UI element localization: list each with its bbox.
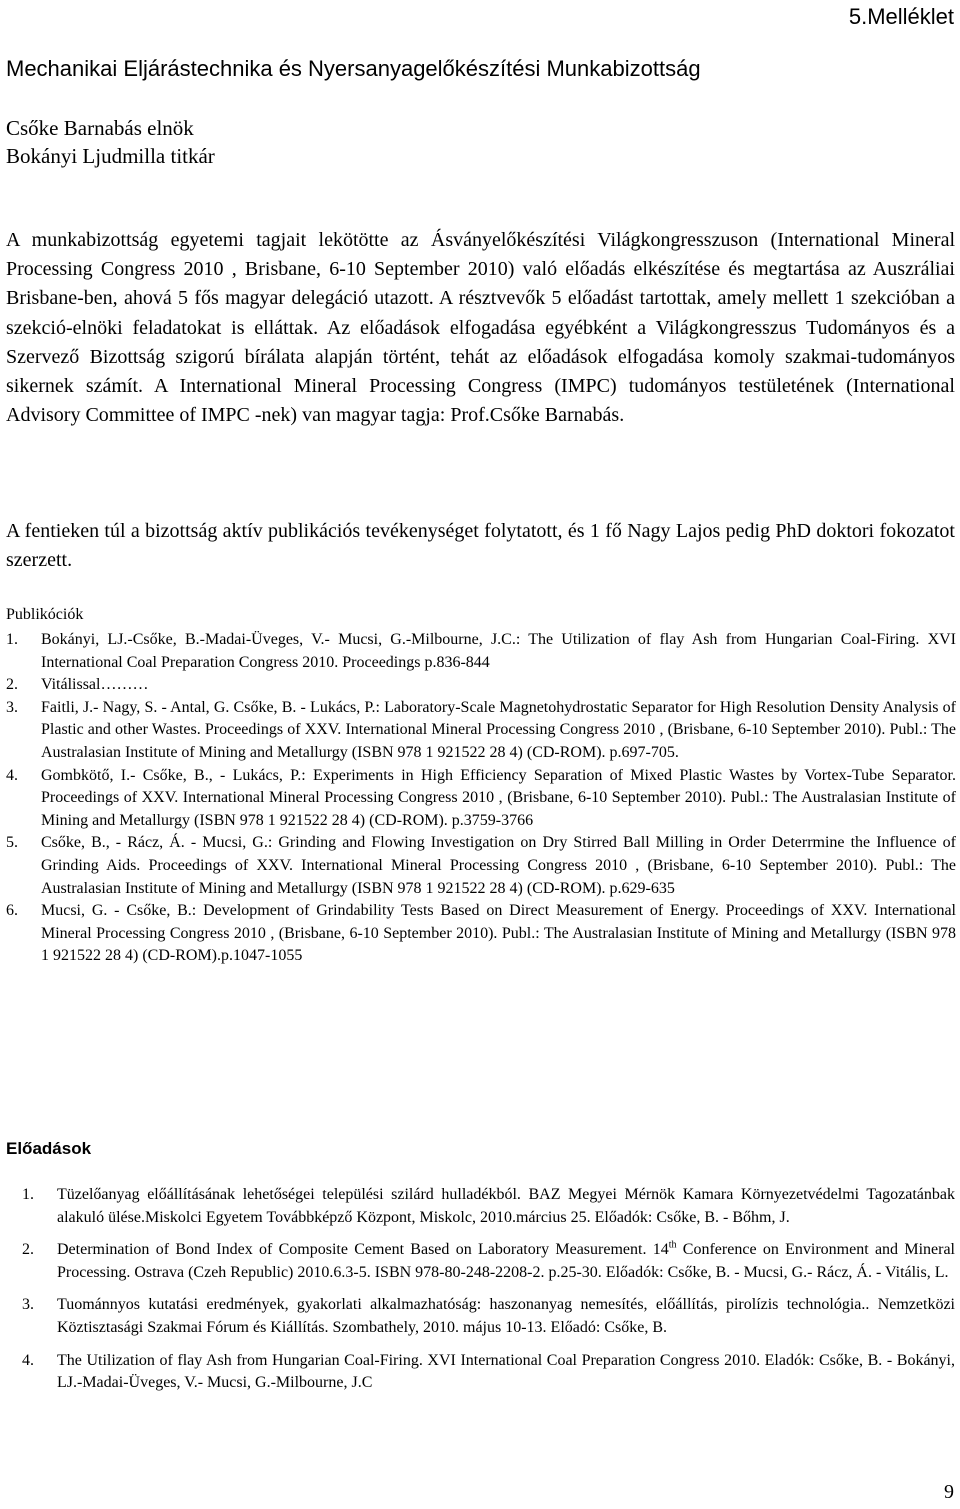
item-number: 1. <box>6 631 18 648</box>
talks-heading: Előadások <box>6 1139 92 1158</box>
item-text <box>57 1241 955 1281</box>
item-text: Csőke, B., - Rácz, Á. - Mucsi, G.: Grinding and Flowing Investigation on Dry Stirred Ball Milling in Order Deterrmine the Influence of Grinding Aids. Proceedings of XXV. International Mineral Processing Congress 2010 , (Brisbane, 6-10 September 2010). Publ.: The Australasian Institute of Mining and Metallurgy (ISBN 978 1 921522 28 4) (CD-ROM). p.629-635 <box>41 834 956 897</box>
list-item <box>22 1184 955 1229</box>
list-item <box>6 900 956 968</box>
item-number: 3. <box>22 1296 34 1314</box>
item-text-part: Conference on Environment and Mineral Processing. Ostrava (Czeh Republic) 2010.6.3-5. ISBN 978-80-248-2208-2. p.25-30. Előadók: Csőke, B. - Mucsi, G.- Rácz, Á. - Vitális, L. <box>57 1241 955 1281</box>
publications-heading: Publikóciók <box>6 606 84 623</box>
list-item <box>22 1350 955 1395</box>
annex-label: 5.Melléklet <box>848 4 954 29</box>
committee-title: Mechanikai Eljárástechnika és Nyersanyagelőkészítési Munkabizottság <box>6 56 701 81</box>
item-text: Tüzelőanyag előállításának lehetőségei települési szilárd hulladékból. BAZ Megyei Mérnök Kamara Környezetvédelmi Tagozatánbak alakuló ülése.Miskolci Egyetem Továbbképző Központ, Miskolc, 2010.március 25. Előadók: Csőke, B. - Bőhm, J. <box>57 1186 955 1226</box>
item-number: 2. <box>6 676 18 694</box>
officers <box>6 114 215 170</box>
item-number: 4. <box>22 1351 34 1369</box>
secretary-line: Bokányi Ljudmilla titkár <box>6 144 215 168</box>
page-number: 9 <box>944 1481 954 1503</box>
publications-list <box>6 629 956 968</box>
ordinal-suffix: th <box>668 1239 677 1251</box>
item-text: Bokányi, LJ.-Csőke, B.-Madai-Üveges, V.- Mucsi, G.-Milbourne, J.C.: The Utilization of flay Ash from Hungarian Coal-Firing. XVI International Coal Preparation Congress 2010. Proceedings p.836-844 <box>41 631 956 671</box>
chair-line: Csőke Barnabás elnök <box>6 116 194 140</box>
list-item <box>22 1239 955 1284</box>
item-number: 3. <box>6 698 18 716</box>
item-text: Gombkötő, I.- Csőke, B., - Lukács, P.: Experiments in High Efficiency Separation of Mixed Plastic Wastes by Vortex-Tube Separator. Proceedings of XXV. International Mineral Processing Congress 2010 , (Brisbane, 6-10 September 2010). Publ.: The Australasian Institute of Mining and Metallurgy (ISBN 978 1 921522 28 4) (CD-ROM). p.3759-3766 <box>41 766 956 829</box>
item-text: Tuománnyos kutatási eredmények, gyakorlati alkalmazhatóság: haszonanyag nemesítés, előállítás, pirolízis technológia.. Nemzetközi Köztisztasági Szakmai Fórum és Kiállítás. Szombathely, 2010. május 10-13. Előadó: Csőke, B. <box>57 1296 955 1336</box>
list-item <box>6 832 956 900</box>
item-number: 6. <box>6 902 18 920</box>
item-text: Vitálissal……… <box>41 676 149 694</box>
list-item <box>6 697 956 765</box>
item-number: 5. <box>6 834 18 852</box>
list-item <box>6 765 956 833</box>
item-text: The Utilization of flay Ash from Hungarian Coal-Firing. XVI International Coal Preparation Congress 2010. Eladók: Csőke, B. - Bokányi, LJ.-Madai-Üveges, V.- Mucsi, G.-Milbourne, J.C <box>57 1351 955 1392</box>
item-number: 2. <box>22 1241 34 1259</box>
talks-list <box>22 1184 955 1405</box>
list-item <box>22 1294 955 1339</box>
list-item <box>6 674 956 697</box>
list-item <box>6 629 956 674</box>
paragraph-activity: A fentieken túl a bizottság aktív publikációs tevékenységet folytatott, és 1 fő Nagy Lajos pedig PhD doktori fokozatot szerzett. <box>6 520 955 572</box>
item-text: Faitli, J.- Nagy, S. - Antal, G. Csőke, B. - Lukács, P.: Laboratory-Scale Magnetohydrostatic Separator for High Resolution Density Analysis of Plastic and other Wastes. Proceedings of XXV. International Mineral Processing Congress 2010 , (Brisbane, 6-10 September 2010). Publ.: The Australasian Institute of Mining and Metallurgy (ISBN 978 1 921522 28 4) (CD-ROM). p.697-705. <box>41 698 956 761</box>
item-number: 4. <box>6 766 18 784</box>
paragraph-congress: A munkabizottság egyetemi tagjait lekötötte az Ásványelőkészítési Világkongresszuson (International Mineral Processing Congress 2010 , Brisbane, 6-10 September 2010) való előadás elkészítése és megtartása az Auszráliai Brisbane-ben, ahová 5 fős magyar delegáció utazott. A résztvevők 5 előadást tartottak, amely mellett 1 szekcióban a szekció-elnöki feladatokat is elláttak. Az előadások elfogadása egyébként a Világkongresszus Tudományos és a Szervező Bizottság szigorú bírálata alapján történt, tehát az előadások elfogadása komoly szakmai-tudományos sikernek számít. A International Mineral Processing Congress (IMPC) tudományos testületének (International Advisory Committee of IMPC -nek) van magyar tagja: Prof.Csőke Barnabás. <box>6 229 955 427</box>
item-text: Mucsi, G. - Csőke, B.: Development of Grindability Tests Based on Direct Measurement of Energy. Proceedings of XXV. International Mineral Processing Congress 2010 , (Brisbane, 6-10 September 2010). Publ.: The Australasian Institute of Mining and Metallurgy (ISBN 978 1 921522 28 4) (CD-ROM).p.1047-1055 <box>41 902 956 965</box>
item-text-part: Determination of Bond Index of Composite Cement Based on Laboratory Measurement. 14 <box>57 1241 669 1259</box>
item-number: 1. <box>22 1186 34 1203</box>
